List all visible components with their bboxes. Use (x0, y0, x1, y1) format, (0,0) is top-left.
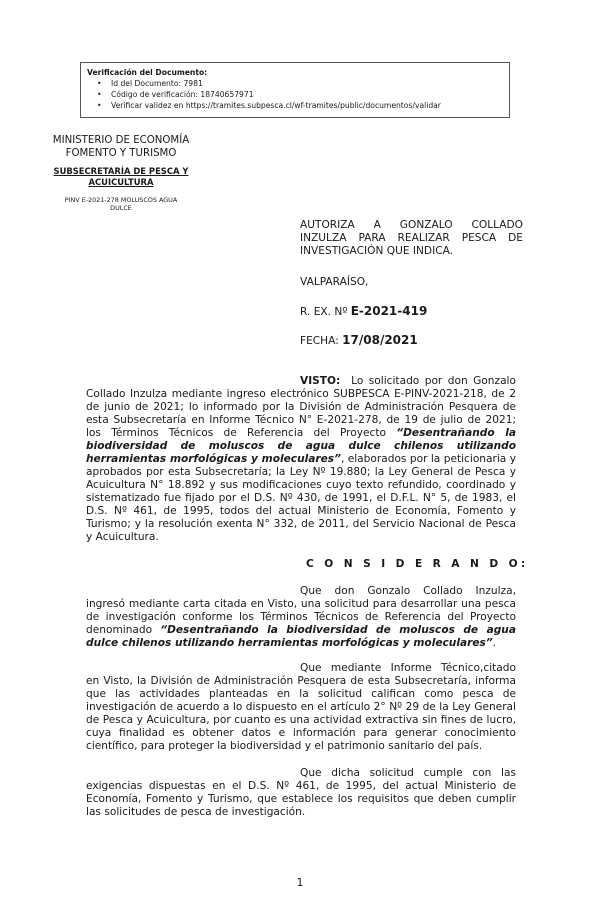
subsecretaria-line-1: SUBSECRETARÍA DE PESCA Y (53, 166, 189, 176)
subsecretaria-line-2: ACUICULTURA (88, 177, 154, 187)
visto-line-1 (86, 375, 516, 388)
visto-text: Lo solicitado por don Gonzalo (351, 375, 516, 387)
summary-line: AUTORIZA A GONZALO COLLADO (300, 219, 523, 231)
paragraph-line: Economía, Fomento y Turismo, que establece los requisitos que deben cumplir (86, 793, 516, 805)
subsecretaria-heading (36, 166, 206, 188)
paragraph-line: ingresó mediante carta citada en Visto, una solicitud para desarrollar una pesca (86, 598, 516, 610)
pinv-line-2: DULCE (110, 204, 132, 212)
pinv-line-1: PINV E-2021-278 MOLUSCOS AGUA (64, 196, 178, 204)
paragraph-line: que las actividades planteadas en la solicitud califican como pesca de (86, 688, 516, 700)
paragraph-line: de Pesca y Acuicultura, por cuanto es una actividad extractiva sin fines de lucro, (86, 714, 516, 726)
rex-number: E-2021-419 (350, 304, 428, 318)
paragraph-line (86, 624, 516, 637)
visto-line: de junio de 2021; lo informado por la División de Administración Pesquera de (86, 401, 516, 413)
paragraph-line: las solicitudes de pesca de investigación. (86, 806, 306, 818)
paragraph-line: Que dicha solicitud cumple con las (300, 767, 516, 779)
ministry-line-1: MINISTERIO DE ECONOMÍA (52, 135, 190, 146)
rex-label: R. EX. Nº (300, 306, 348, 318)
pinv-reference (36, 196, 206, 212)
verification-id: • Id del Documento: 7981 (111, 78, 503, 89)
ministry-heading (36, 134, 206, 160)
visto-text: los Términos Técnicos de Referencia del Proyecto (86, 427, 397, 439)
paragraph-line: de investigación conforme los Términos Técnicos de Referencia del Proyecto (86, 611, 516, 623)
verification-list (87, 78, 503, 111)
visto-line: Turismo; y la resolución exenta N° 332, de 2011, del Servicio Nacional de Pesca (86, 518, 516, 530)
visto-label: VISTO: (300, 375, 341, 387)
visto-line: esta Subsecretaría en Informe Técnico N° E-2021-278, de 19 de julio de 2021; (86, 414, 516, 426)
verification-box (80, 62, 510, 118)
paragraph-line: Que don Gonzalo Collado Inzulza, (300, 585, 516, 597)
project-title: biodiversidad de moluscos de agua dulce chilenos utilizando (86, 440, 516, 452)
fecha-value: 17/08/2021 (342, 333, 418, 347)
paragraph-line: investigación de acuerdo a lo dispuesto en el artículo 2° Nº 29 de la Ley General (86, 701, 516, 713)
visto-text: , elaborados por la peticionaria y (340, 453, 516, 465)
visto-line: sistematizado fue fijado por el D.S. Nº 430, de 1991, el D.F.L. N° 5, de 1983, el (86, 492, 516, 504)
paragraph-line: cuya finalidad es obtener datos e información para generar conocimiento (86, 727, 516, 739)
visto-paragraph (86, 375, 516, 544)
paragraph-line (86, 637, 516, 650)
visto-line (86, 453, 516, 466)
resolution-date (300, 334, 418, 348)
considerando-heading: C O N S I D E R A N D O: (306, 558, 529, 570)
visto-line: aprobados por esta Subsecretaría; la Ley Nº 19.880; la Ley General de Pesca y (86, 466, 516, 478)
resolution-number (300, 305, 427, 319)
verification-title: Verificación del Documento: (87, 68, 208, 77)
summary-line: INZULZA PARA REALIZAR PESCA DE (300, 232, 523, 244)
visto-line: Collado Inzulza mediante ingreso electrónico SUBPESCA E-PINV-2021-218, de 2 (86, 388, 516, 400)
project-title: “Desentrañando la biodiversidad de moluscos de agua (160, 624, 516, 636)
page-number: 1 (296, 876, 304, 889)
visto-line (86, 440, 516, 453)
visto-line (86, 427, 516, 440)
visto-line: y Acuicultura. (86, 531, 159, 543)
visto-line: D.S. Nº 461, de 1995, todos del actual Ministerio de Economía, Fomento y (86, 505, 516, 517)
resolution-summary (300, 219, 523, 258)
paragraph-text: denominado (86, 624, 161, 636)
paragraph-text: . (492, 637, 497, 649)
ministry-line-2: FOMENTO Y TURISMO (65, 148, 177, 159)
paragraph-line: exigencias dispuestas en el D.S. Nº 461, de 1995, del actual Ministerio de (86, 780, 516, 792)
paragraph-line: en Visto, la División de Administración Pesquera de esta Subsecretaría, informa (86, 675, 516, 687)
project-title: dulce chilenos utilizando herramientas morfológicas y moleculares” (86, 637, 493, 649)
summary-line: INVESTIGACIÓN QUE INDICA. (300, 245, 454, 257)
city: VALPARAÍSO, (300, 276, 369, 288)
considerando-paragraph-3 (86, 767, 516, 819)
fecha-label: FECHA: (300, 335, 339, 347)
paragraph-line: Que mediante Informe Técnico,citado (300, 662, 516, 674)
verification-code: • Código de verificación: 18740657971 (111, 89, 503, 100)
considerando-paragraph-2 (86, 662, 516, 753)
paragraph-line: científico, para proteger la biodiversidad y el patrimonio sanitario del país. (86, 740, 483, 752)
visto-line: Acuicultura N° 18.892 y sus modificaciones cuyo texto refundido, coordinado y (86, 479, 516, 491)
project-title: herramientas morfológicas y moleculares” (86, 453, 341, 465)
verification-url[interactable]: • Verificar validez en https://tramites.subpesca.cl/wf-tramites/public/documentos/validar (111, 100, 503, 111)
considerando-paragraph-1 (86, 585, 516, 650)
project-title: “Desentrañando la (396, 427, 516, 439)
